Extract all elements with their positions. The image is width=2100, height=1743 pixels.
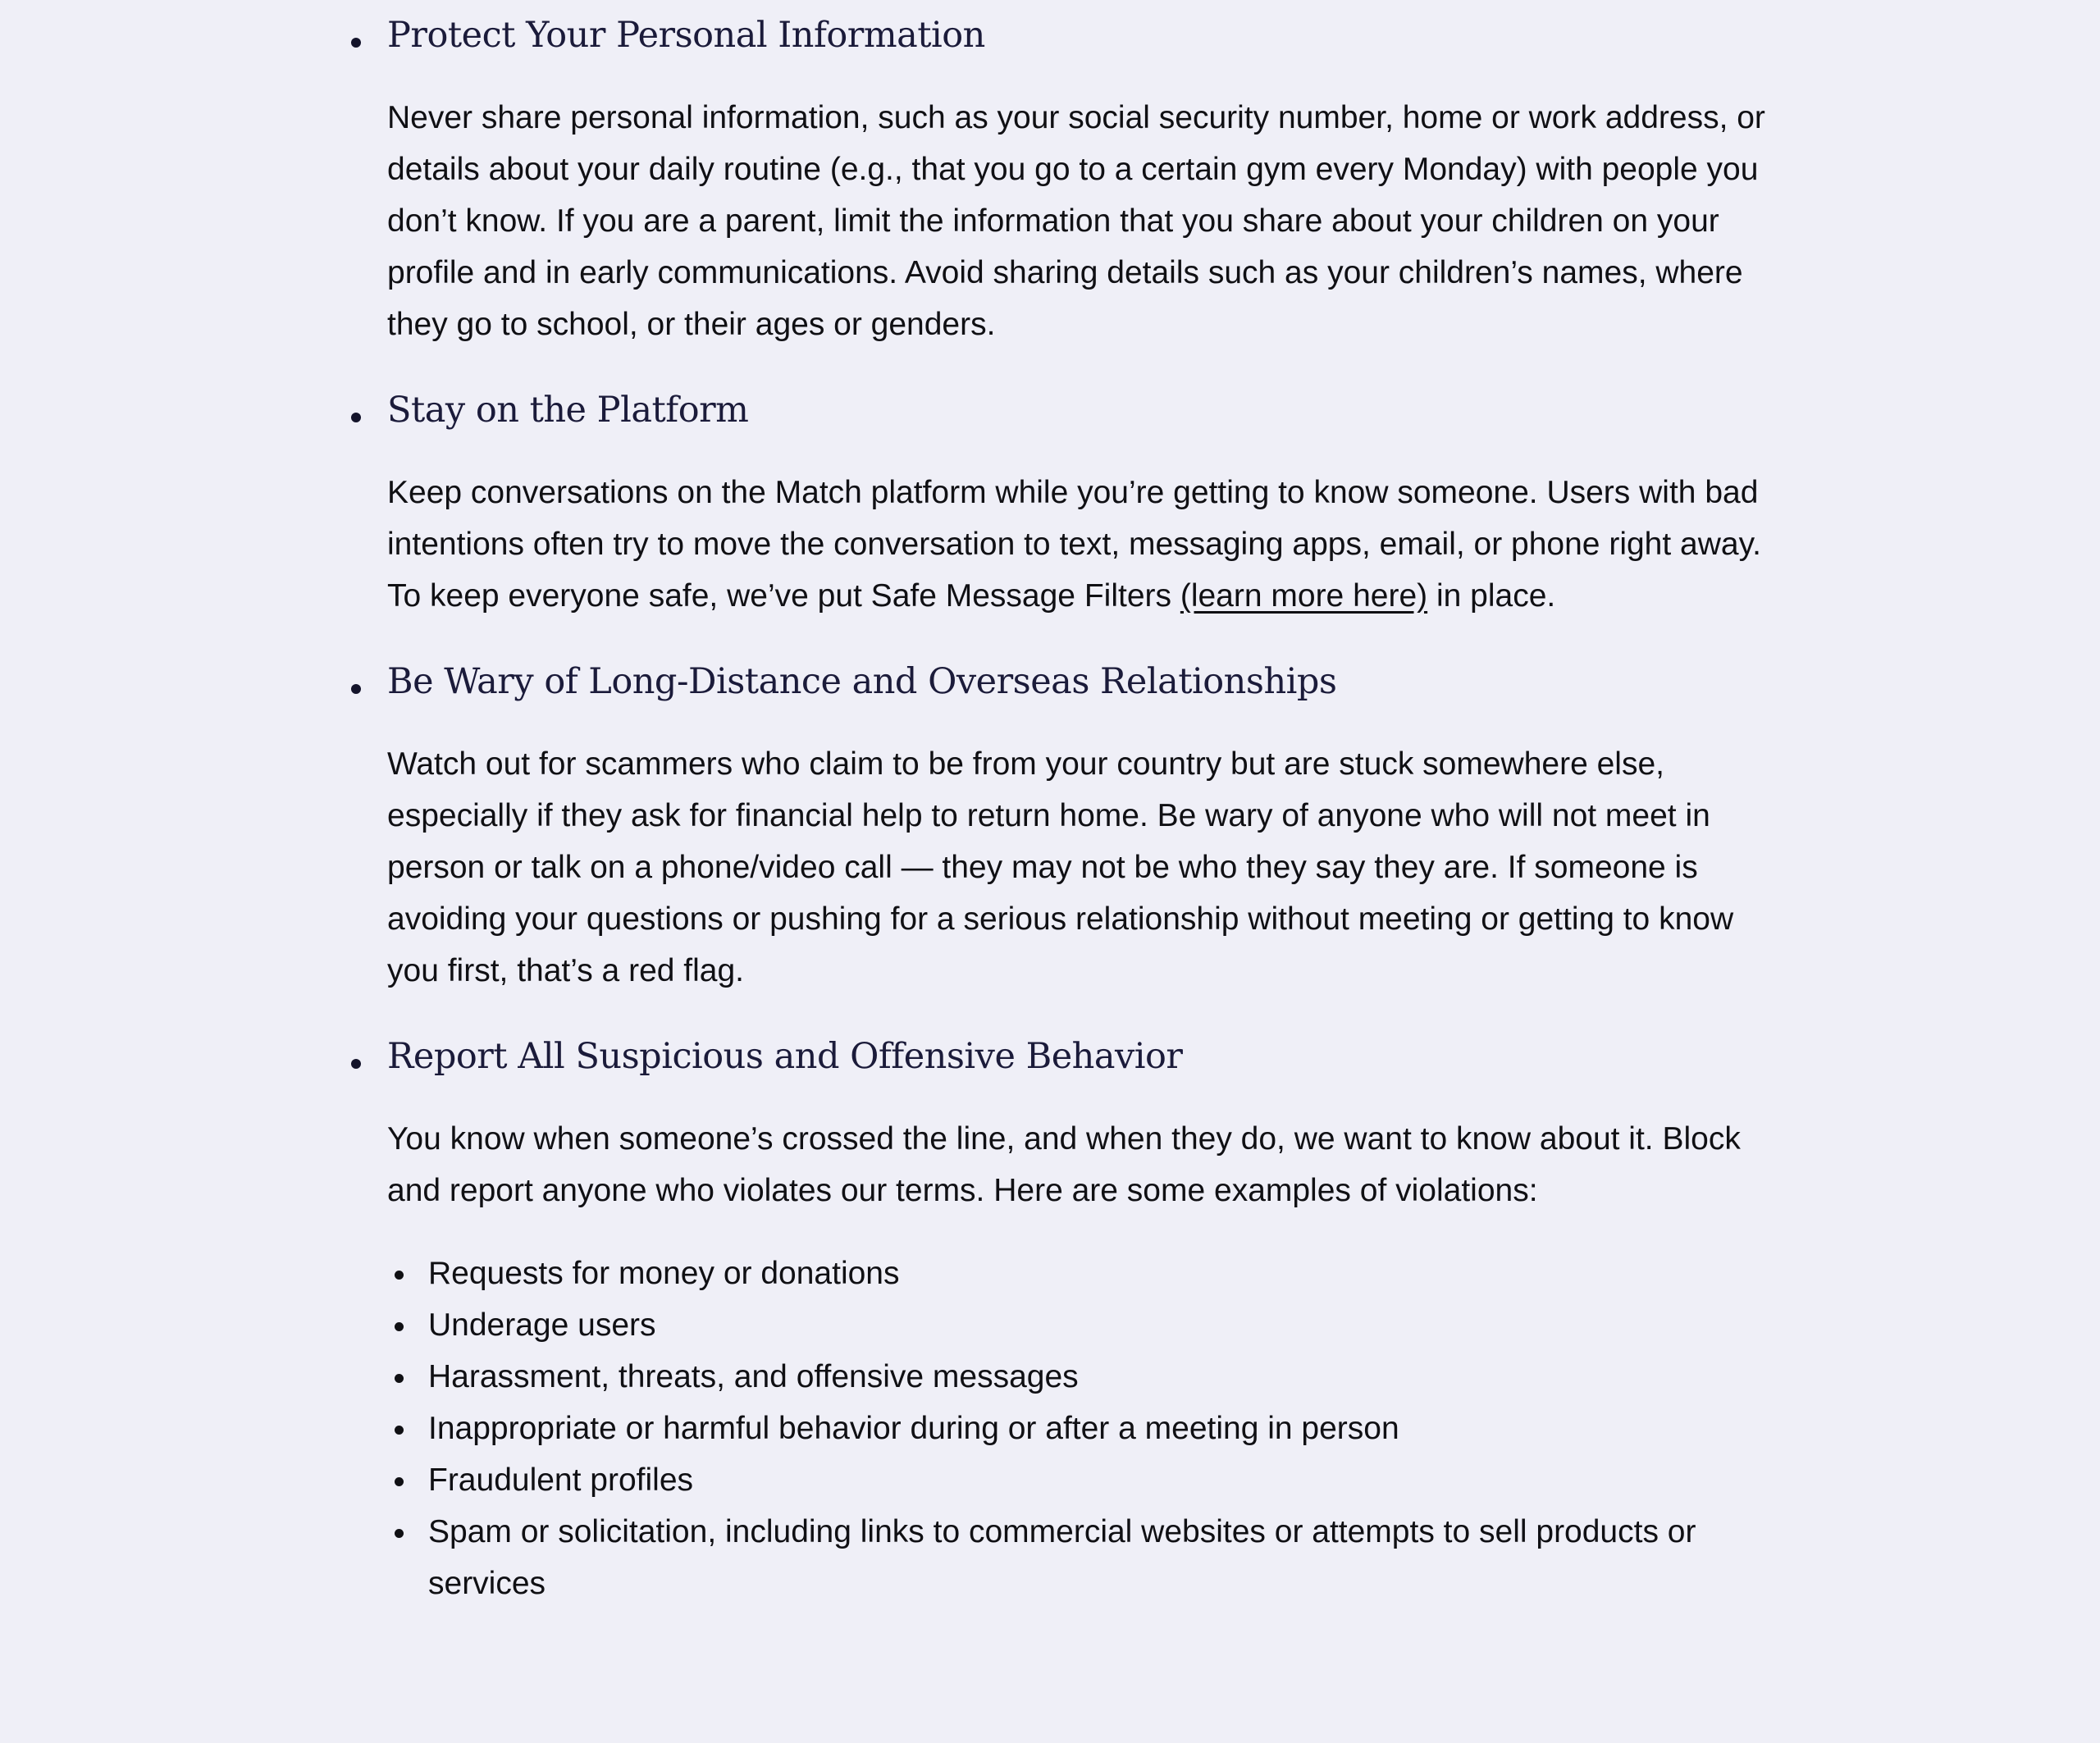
bullet-icon	[351, 38, 361, 48]
safety-tips-article	[346, 8, 1765, 1609]
violation-text: Fraudulent profiles	[428, 1462, 694, 1498]
list-item	[387, 1299, 1724, 1351]
tip-body: Never share personal information, such as your social security number, home or work address, or details about your daily routine (e.g., that you go to a certain gym every Monday) with people you don’t know. If you are a parent, limit the information that you share about your children on your profile and in early communications. Avoid sharing details such as your children’s names, where they go to school, or their ages or genders.	[387, 100, 1765, 342]
tip-body-text: Keep conversations on the Match platform while you’re getting to know someone. Users with bad intentions often try to move the conversation to text, messaging apps, email, or phone right away. To keep everyone safe, we’ve put Safe Message Filters	[387, 475, 1762, 614]
violation-text: Inappropriate or harmful behavior during or after a meeting in person	[428, 1411, 1399, 1446]
bullet-icon	[395, 1529, 404, 1538]
bullet-icon	[395, 1426, 404, 1435]
list-item	[387, 1506, 1724, 1609]
learn-more-link[interactable]: (learn more here)	[1180, 578, 1428, 614]
bullet-icon	[395, 1271, 404, 1280]
violation-text: Underage users	[428, 1307, 656, 1343]
tip-body-text: in place.	[1427, 578, 1556, 614]
tip-body: You know when someone’s crossed the line, and when they do, we want to know about it. Block and report anyone who violates our terms. Here are some examples of violations:	[387, 1121, 1741, 1208]
list-item	[387, 1403, 1724, 1454]
violation-text: Spam or solicitation, including links to commercial websites or attempts to sell products or services	[428, 1514, 1696, 1601]
bullet-icon	[351, 684, 361, 694]
bullet-icon	[351, 413, 361, 422]
bullet-icon	[395, 1477, 404, 1486]
tip-heading: Protect Your Personal Information	[387, 15, 985, 56]
tip-heading: Report All Suspicious and Offensive Behavior	[387, 1036, 1183, 1077]
tip-heading: Be Wary of Long-Distance and Overseas Relationships	[387, 661, 1337, 702]
list-item	[387, 1351, 1724, 1403]
violation-text: Requests for money or donations	[428, 1256, 900, 1291]
tip-long-distance-relationships	[346, 655, 1757, 997]
list-item	[387, 1454, 1724, 1506]
list-item	[387, 1248, 1724, 1299]
safety-tips-list	[346, 8, 1765, 1609]
bullet-icon	[395, 1322, 404, 1331]
tip-protect-personal-information	[346, 8, 1765, 350]
tip-body: Watch out for scammers who claim to be from your country but are stuck somewhere else, especially if they ask for financial help to return home. Be wary of anyone who will not meet in person or talk on a phone/video call — they may not be who they say they are. If someone is avoiding your questions or pushing for a serious relationship without meeting or getting to know you first, that’s a red flag.	[387, 746, 1734, 988]
violations-list	[387, 1248, 1757, 1609]
tip-stay-on-platform	[346, 383, 1762, 622]
tip-heading: Stay on the Platform	[387, 390, 749, 431]
bullet-icon	[395, 1374, 404, 1383]
bullet-icon	[351, 1059, 361, 1069]
tip-body	[387, 467, 1765, 622]
violation-text: Harassment, threats, and offensive messages	[428, 1359, 1079, 1394]
tip-report-behavior	[346, 1029, 1757, 1609]
